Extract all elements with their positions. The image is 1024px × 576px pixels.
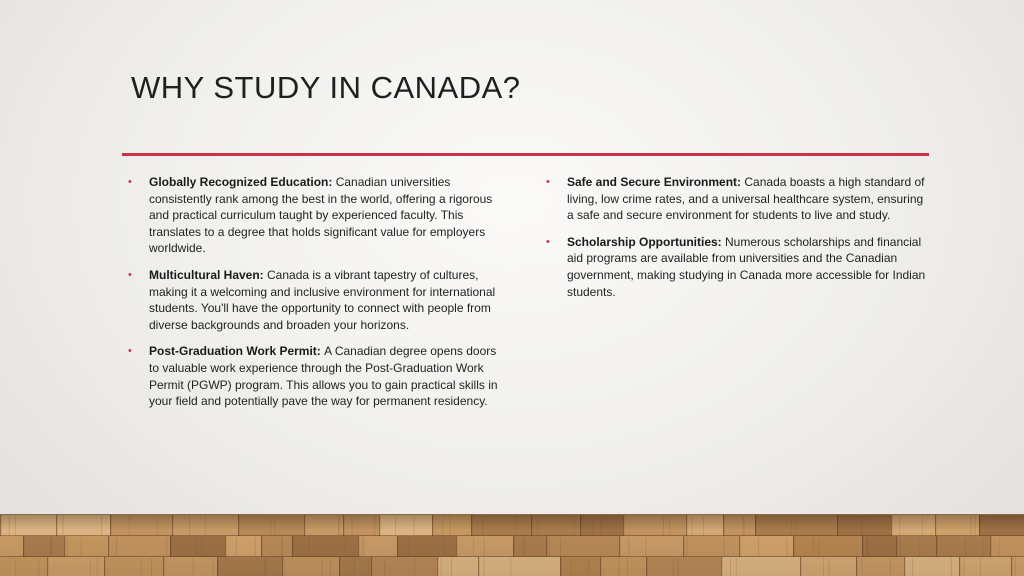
bullet-icon: •	[128, 268, 132, 281]
bullet-body: Canada is a vibrant tapestry of cultures, making it a welcoming and inclusive environment for international students. You'll have the opportunity to connect with people from diverse backgrounds and broaden your horizons.	[149, 267, 496, 332]
wood-floor-graphic	[0, 515, 1024, 576]
bullet-heading: Safe and Secure Environment:	[567, 175, 745, 189]
bullet-icon: •	[128, 345, 132, 358]
bullet-body: Canadian universities consistently rank among the best in the world, offering a rigorous and practical curriculum taught by experienced faculty. This translates to a degree that holds significant value for employers worldwide.	[149, 175, 493, 256]
bullet-body: A Canadian degree opens doors to valuable work experience through the Post-Graduation Work Permit (PGWP) program. This allows you to gain practical skills in your field and potentially pave the way for permanent residency.	[149, 344, 498, 409]
bullet-item	[546, 234, 926, 300]
bullet-heading: Multicultural Haven:	[149, 267, 268, 282]
bullet-heading: Globally Recognized Education:	[149, 175, 336, 189]
wood-floor-decoration	[0, 514, 1024, 576]
bullet-item	[128, 343, 500, 409]
bullet-item	[546, 174, 926, 224]
bullet-body: Canada boasts a high standard of living, low crime rates, and a universal healthcare system, ensuring a safe and secure environment for students to live and study.	[567, 175, 925, 223]
bullet-icon: •	[546, 235, 550, 248]
slide-title: WHY STUDY IN CANADA?	[131, 70, 521, 105]
bullet-body: Numerous scholarships and financial aid programs are available from universities and the Canadian government, making studying in Canada more accessible for Indian students.	[567, 234, 926, 299]
bullet-icon: •	[546, 176, 550, 188]
bullet-item	[128, 174, 500, 257]
bullet-item	[128, 267, 500, 333]
title-divider	[122, 153, 929, 156]
right-column	[546, 174, 926, 310]
bullet-icon: •	[128, 176, 132, 188]
left-column	[128, 174, 500, 420]
bullet-heading: Post-Graduation Work Permit:	[149, 344, 325, 359]
bullet-heading: Scholarship Opportunities:	[567, 234, 726, 249]
